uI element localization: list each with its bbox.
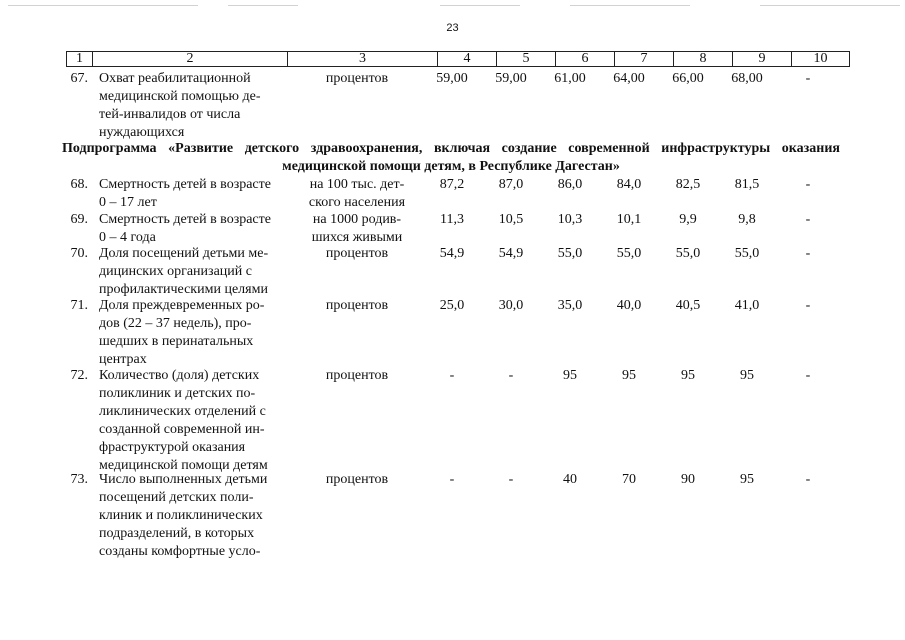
value-cell-col-8: 55,0 xyxy=(675,246,701,261)
description-line: клиник и поликлинических xyxy=(99,508,263,523)
row-number: 69. xyxy=(70,212,88,227)
value-cell-col-7: 10,1 xyxy=(616,212,642,227)
row-number: 73. xyxy=(70,472,88,487)
value-cell-col-5: - xyxy=(508,472,514,487)
unit-of-measure xyxy=(287,70,427,88)
value-cell-col-5: 87,0 xyxy=(498,177,524,192)
column-header-8: 8 xyxy=(674,52,733,67)
value-cell-col-7: 84,0 xyxy=(616,177,642,192)
value-cell-col-6: 95 xyxy=(563,368,577,383)
description-line: тей-инвалидов от числа xyxy=(99,107,241,122)
description-line: созданной современной ин- xyxy=(99,422,265,437)
value-cell-col-9: 55,0 xyxy=(734,246,760,261)
value-cell-col-8: 90 xyxy=(681,472,695,487)
value-cell-col-10: - xyxy=(805,177,811,192)
subprogram-title: Подпрограмма «Развитие детского здравоохранения, включая создание современной инфраструктуры оказания медицинской помощи детям, в Республике Дагестан» xyxy=(62,141,840,174)
value-cell-col-5: 54,9 xyxy=(498,246,524,261)
indicator-description xyxy=(99,70,285,142)
description-line: Смертность детей в возрасте xyxy=(99,177,271,192)
value-cell-col-4: 54,9 xyxy=(439,246,465,261)
value-cell-col-8: 95 xyxy=(681,368,695,383)
value-cell-col-5: 10,5 xyxy=(498,212,524,227)
description-line: нуждающихся xyxy=(99,125,185,140)
scan-artifact-line xyxy=(228,5,298,6)
value-cell-col-8: 9,9 xyxy=(679,212,697,227)
unit-of-measure xyxy=(287,297,427,315)
description-line: Охват реабилитационной xyxy=(99,71,251,86)
column-header-5: 5 xyxy=(497,52,556,67)
description-line: шедших в перинатальных xyxy=(99,334,254,349)
value-cell-col-10: - xyxy=(805,298,811,313)
description-line: фраструктурой оказания xyxy=(99,440,246,455)
value-cell-col-8: 82,5 xyxy=(675,177,701,192)
value-cell-col-10: - xyxy=(805,246,811,261)
indicator-description xyxy=(99,245,285,299)
indicator-description xyxy=(99,211,285,247)
scan-artifact-line xyxy=(8,5,198,6)
value-cell-col-9: 95 xyxy=(740,368,754,383)
description-line: Доля преждевременных ро- xyxy=(99,298,265,313)
description-line: дов (22 – 37 недель), про- xyxy=(99,316,252,331)
value-cell-col-6: 55,0 xyxy=(557,246,583,261)
scan-artifact-line xyxy=(760,5,900,6)
page-number: 23 xyxy=(446,22,459,34)
scan-artifact-line xyxy=(570,5,690,6)
value-cell-col-5: 59,00 xyxy=(495,71,527,86)
value-cell-col-4: 11,3 xyxy=(440,212,464,227)
value-cell-col-4: 59,00 xyxy=(436,71,468,86)
value-cell-col-5: - xyxy=(508,368,514,383)
unit-line: на 100 тыс. дет- xyxy=(309,177,405,192)
value-cell-col-7: 64,00 xyxy=(613,71,645,86)
description-line: Количество (доля) детских xyxy=(99,368,260,383)
value-cell-col-7: 95 xyxy=(622,368,636,383)
description-line: медицинской помощи детям xyxy=(99,458,268,473)
unit-line: на 1000 родив- xyxy=(312,212,402,227)
description-line: 0 – 17 лет xyxy=(99,195,157,210)
row-number: 67. xyxy=(70,71,88,86)
value-cell-col-10: - xyxy=(805,71,811,86)
row-number: 71. xyxy=(70,298,88,313)
description-line: медицинской помощью де- xyxy=(99,89,261,104)
column-header-3: 3 xyxy=(288,52,438,67)
value-cell-col-7: 55,0 xyxy=(616,246,642,261)
unit-of-measure xyxy=(287,245,427,263)
indicator-description xyxy=(99,176,285,212)
description-line: центрах xyxy=(99,352,147,367)
indicator-description xyxy=(99,471,285,561)
row-number: 68. xyxy=(70,177,88,192)
value-cell-col-10: - xyxy=(805,472,811,487)
unit-line: процентов xyxy=(325,71,389,86)
description-line: профилактическими целями xyxy=(99,282,268,297)
value-cell-col-4: 87,2 xyxy=(439,177,465,192)
value-cell-col-9: 81,5 xyxy=(734,177,760,192)
row-number: 70. xyxy=(70,246,88,261)
value-cell-col-9: 68,00 xyxy=(731,71,763,86)
column-header-row xyxy=(66,51,850,67)
value-cell-col-4: 25,0 xyxy=(439,298,465,313)
unit-line: процентов xyxy=(325,298,389,313)
column-header-6: 6 xyxy=(556,52,615,67)
value-cell-col-9: 9,8 xyxy=(738,212,756,227)
value-cell-col-8: 40,5 xyxy=(675,298,701,313)
description-line: дицинских организаций с xyxy=(99,264,252,279)
value-cell-col-10: - xyxy=(805,368,811,383)
description-line: созданы комфортные усло- xyxy=(99,544,261,559)
description-line: Число выполненных детьми xyxy=(99,472,268,487)
unit-line: процентов xyxy=(325,368,389,383)
value-cell-col-9: 41,0 xyxy=(734,298,760,313)
unit-line: шихся живыми xyxy=(311,230,403,245)
value-cell-col-6: 10,3 xyxy=(557,212,583,227)
value-cell-col-9: 95 xyxy=(740,472,754,487)
value-cell-col-7: 40,0 xyxy=(616,298,642,313)
value-cell-col-6: 35,0 xyxy=(557,298,583,313)
unit-line: процентов xyxy=(325,472,389,487)
value-cell-col-4: - xyxy=(449,368,455,383)
column-header-7: 7 xyxy=(615,52,674,67)
indicator-description xyxy=(99,297,285,369)
value-cell-col-6: 86,0 xyxy=(557,177,583,192)
description-line: поликлиник и детских по- xyxy=(99,386,256,401)
description-line: посещений детских поли- xyxy=(99,490,254,505)
column-header-10: 10 xyxy=(792,52,850,67)
value-cell-col-5: 30,0 xyxy=(498,298,524,313)
unit-line: ского населения xyxy=(308,195,406,210)
row-number: 72. xyxy=(70,368,88,383)
column-header-2: 2 xyxy=(93,52,288,67)
column-header-1: 1 xyxy=(67,52,93,67)
value-cell-col-10: - xyxy=(805,212,811,227)
unit-of-measure xyxy=(287,211,427,247)
column-header-4: 4 xyxy=(438,52,497,67)
description-line: подразделений, в которых xyxy=(99,526,255,541)
scan-artifact-line xyxy=(440,5,520,6)
value-cell-col-4: - xyxy=(449,472,455,487)
value-cell-col-6: 40 xyxy=(563,472,577,487)
description-line: Доля посещений детьми ме- xyxy=(99,246,269,261)
value-cell-col-7: 70 xyxy=(622,472,636,487)
unit-of-measure xyxy=(287,367,427,385)
unit-line: процентов xyxy=(325,246,389,261)
description-line: 0 – 4 года xyxy=(99,230,156,245)
column-header-9: 9 xyxy=(733,52,792,67)
unit-of-measure xyxy=(287,471,427,489)
value-cell-col-8: 66,00 xyxy=(672,71,704,86)
indicator-description xyxy=(99,367,285,475)
unit-of-measure xyxy=(287,176,427,212)
description-line: Смертность детей в возрасте xyxy=(99,212,271,227)
value-cell-col-6: 61,00 xyxy=(554,71,586,86)
description-line: ликлинических отделений с xyxy=(99,404,266,419)
